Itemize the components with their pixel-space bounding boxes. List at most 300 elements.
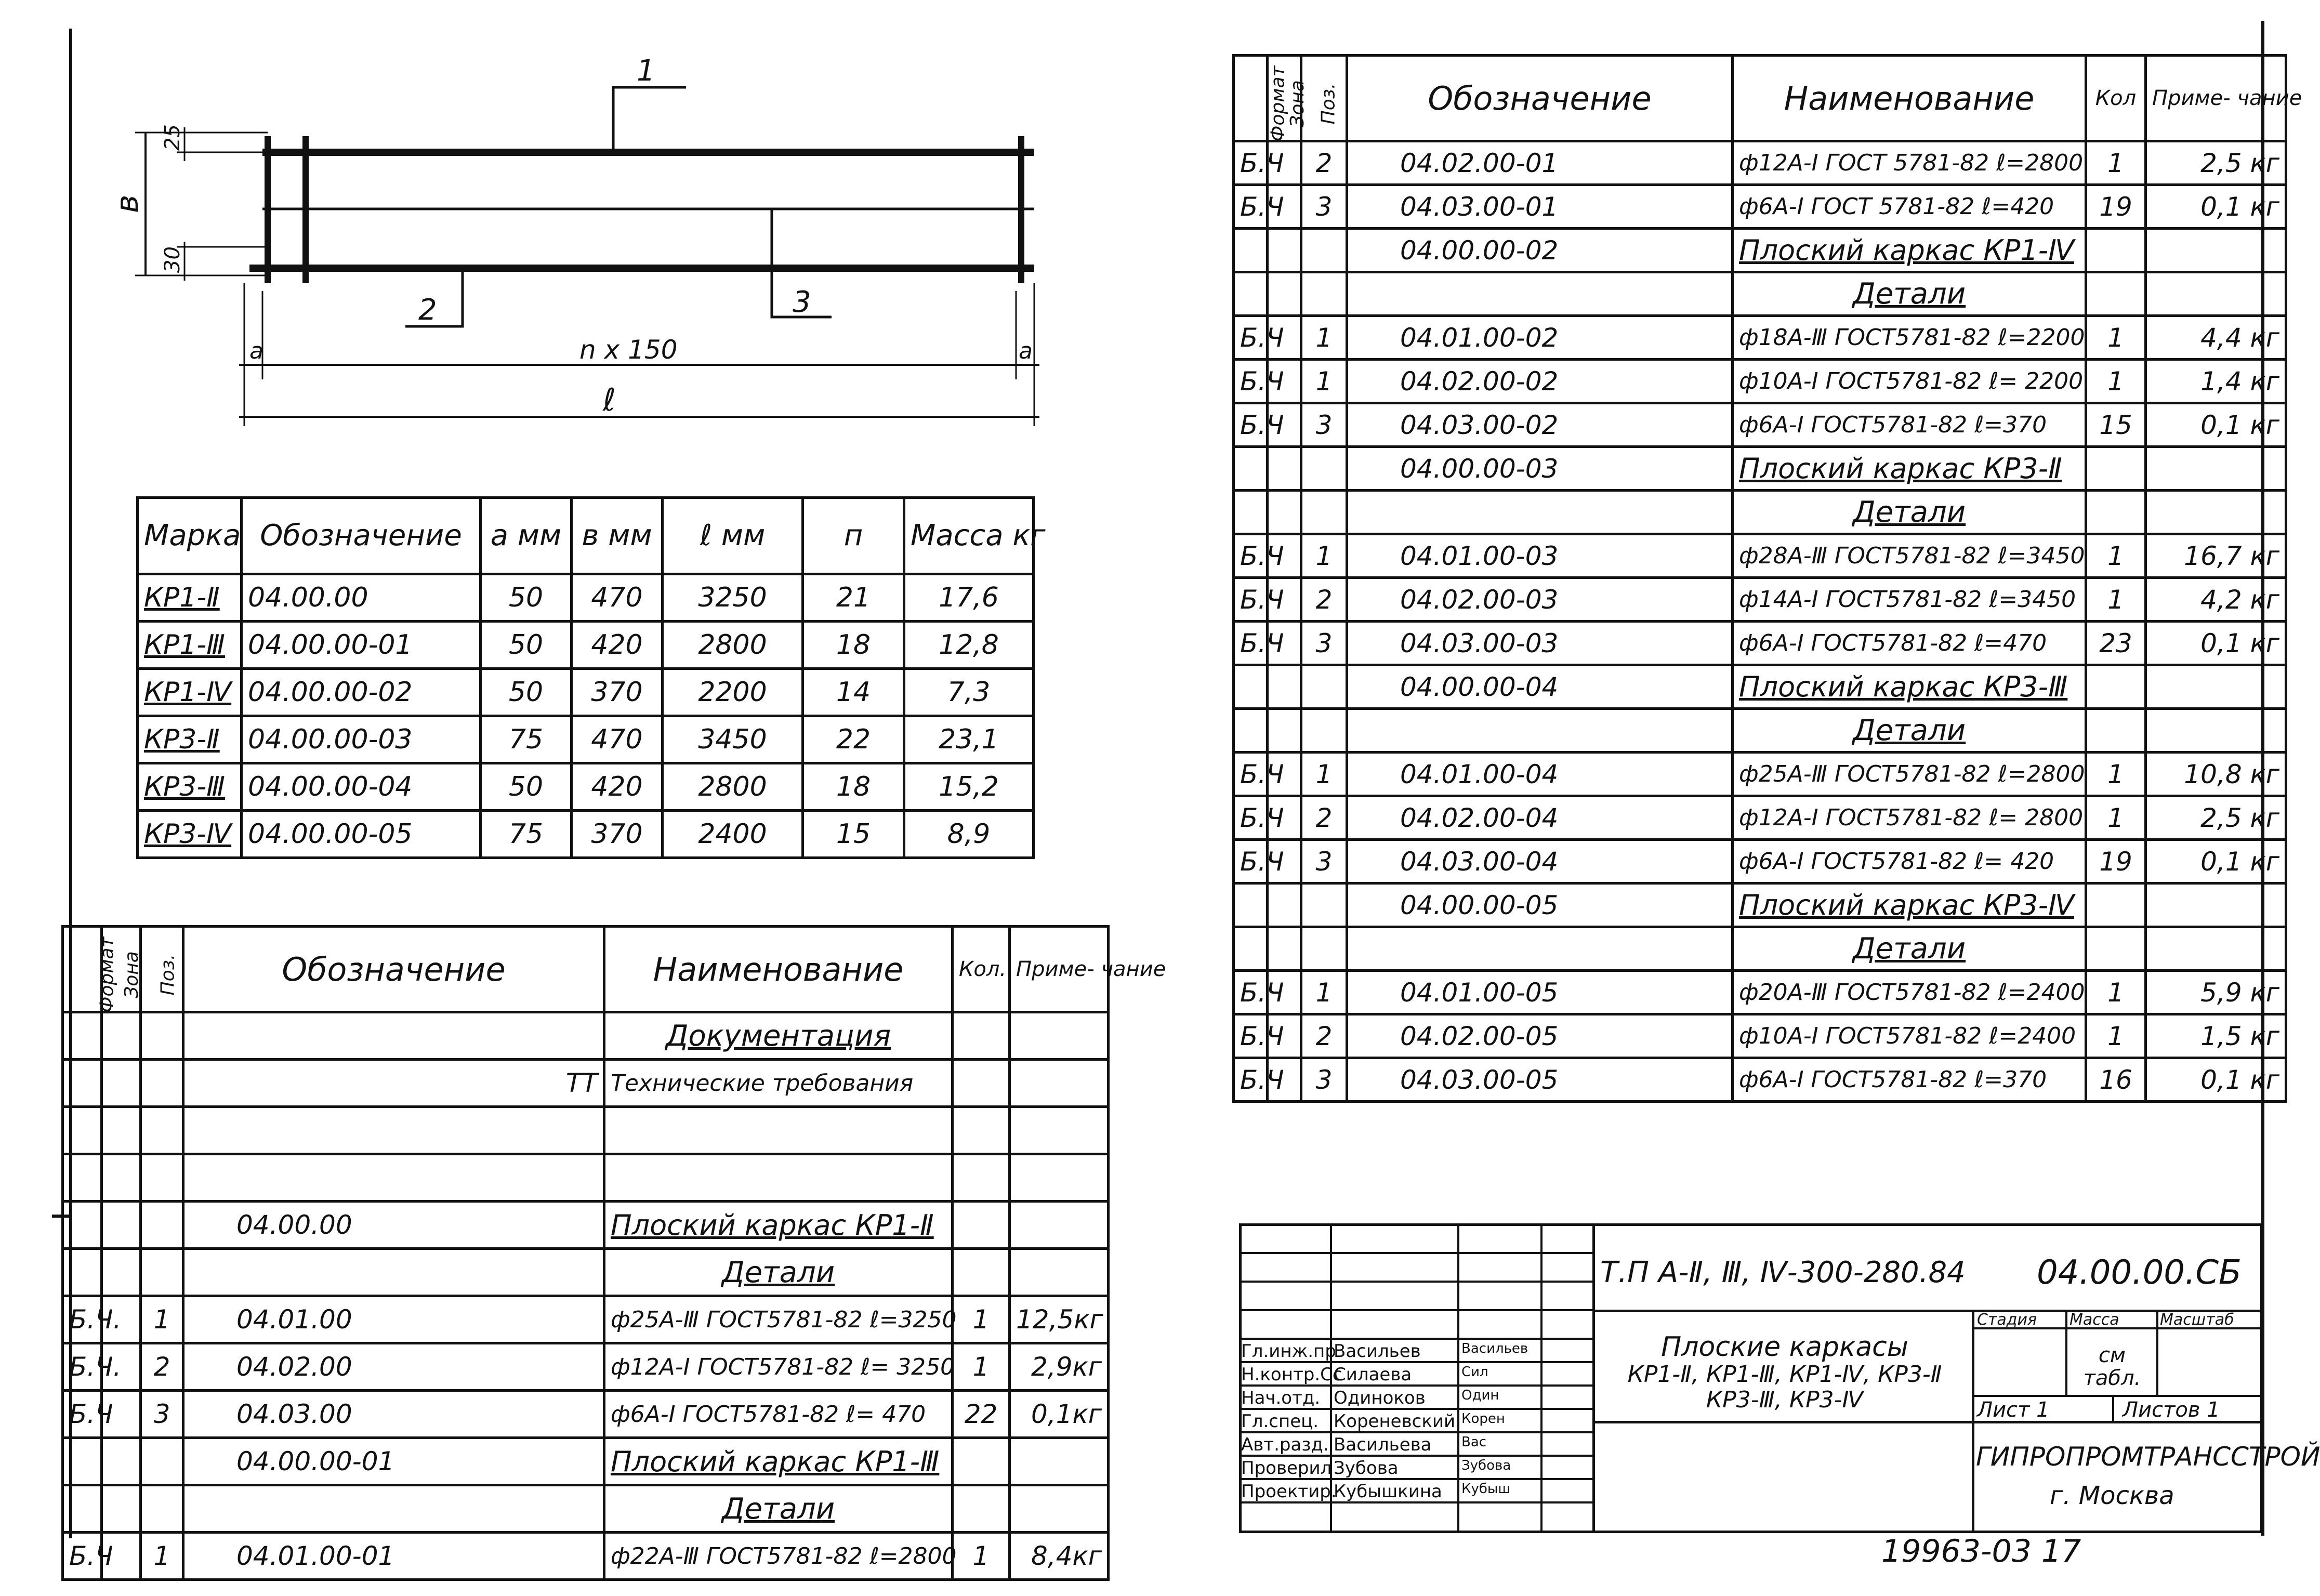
spec-left-col-format: Формат bbox=[63, 927, 102, 1012]
note-cell bbox=[2146, 883, 2286, 927]
signer-name: Васильев bbox=[1334, 1341, 1421, 1362]
spec-row bbox=[63, 1296, 1109, 1343]
sheets-count: Листов 1 bbox=[2123, 1398, 2220, 1422]
spec-row bbox=[1234, 753, 2286, 796]
note-cell bbox=[2146, 491, 2286, 534]
zone-cell bbox=[102, 1012, 141, 1060]
format-cell: Б.Ч bbox=[1234, 578, 1268, 622]
spec-row bbox=[1234, 534, 2286, 578]
signer-role: Нач.отд. bbox=[1241, 1388, 1321, 1408]
designation-cell bbox=[1347, 709, 1733, 753]
pos-cell: 1 bbox=[141, 1533, 183, 1580]
designation-cell bbox=[183, 1249, 604, 1296]
qty-cell: 1 bbox=[2086, 753, 2146, 796]
signer-role: Проектир. bbox=[1241, 1481, 1337, 1502]
signer-name: Одиноков bbox=[1334, 1388, 1426, 1408]
note-cell: 8,4кг bbox=[1010, 1533, 1109, 1580]
spec-row bbox=[63, 1202, 1109, 1249]
note-cell bbox=[1010, 1154, 1109, 1202]
spec-left-col-designation: Обозначение bbox=[183, 927, 604, 1012]
spec-row bbox=[1234, 141, 2286, 185]
name-cell: ф10А-Ⅰ ГОСТ5781-82 ℓ= 2200 bbox=[1733, 360, 2086, 403]
signer-row bbox=[1239, 1481, 1540, 1501]
pos-cell bbox=[1301, 883, 1347, 927]
signer-role: Гл.инж.пр bbox=[1241, 1341, 1336, 1362]
pos-cell bbox=[141, 1249, 183, 1296]
qty-cell bbox=[953, 1485, 1010, 1533]
format-cell bbox=[1234, 883, 1268, 927]
pos-cell: 3 bbox=[1301, 840, 1347, 883]
designation-cell bbox=[183, 1107, 604, 1154]
zone-cell bbox=[102, 1485, 141, 1533]
a-cell: 50 bbox=[481, 622, 572, 669]
designation-cell: 04.00.00-01 bbox=[183, 1438, 604, 1485]
marks-table-header bbox=[138, 498, 1034, 574]
signer-signature: Кубыш bbox=[1461, 1481, 1511, 1497]
table-row bbox=[138, 716, 1034, 763]
note-cell bbox=[1010, 1249, 1109, 1296]
note-cell: 4,4 кг bbox=[2146, 316, 2286, 360]
mark-cell: КР3-Ⅱ bbox=[138, 716, 242, 763]
note-cell: 0,1 кг bbox=[2146, 622, 2286, 665]
spec-row bbox=[63, 1533, 1109, 1580]
format-cell: Б.Ч bbox=[63, 1391, 102, 1438]
spec-right-header bbox=[1234, 56, 2286, 141]
designation-cell: 04.01.00-05 bbox=[1347, 971, 1733, 1014]
spec-row bbox=[1234, 272, 2286, 316]
format-cell bbox=[63, 1249, 102, 1296]
marks-table bbox=[136, 496, 1046, 859]
table-row bbox=[138, 622, 1034, 669]
signer-row bbox=[1239, 1341, 1540, 1361]
designation-cell: 04.00.00 bbox=[242, 574, 481, 622]
l-cell: 2200 bbox=[663, 669, 803, 716]
zone-cell bbox=[102, 1107, 141, 1154]
note-cell bbox=[1010, 1438, 1109, 1485]
signer-row bbox=[1239, 1411, 1540, 1431]
spec-left-col-pos: Поз. bbox=[141, 927, 183, 1012]
signer-role: Авт.разд. bbox=[1241, 1434, 1329, 1455]
name-cell: Детали bbox=[604, 1249, 953, 1296]
name-cell: Детали bbox=[1733, 709, 2086, 753]
designation-cell: 04.01.00 bbox=[183, 1296, 604, 1343]
zone-cell bbox=[1268, 665, 1301, 709]
spec-table-left bbox=[61, 925, 1166, 1581]
qty-cell: 22 bbox=[953, 1391, 1010, 1438]
b-cell: 370 bbox=[572, 669, 663, 716]
pos-cell: 1 bbox=[1301, 316, 1347, 360]
spec-right-col-format: Формат bbox=[1234, 56, 1268, 141]
n-cell: 18 bbox=[803, 622, 904, 669]
mass-cell: 23,1 bbox=[904, 716, 1034, 763]
qty-cell bbox=[2086, 665, 2146, 709]
signer-role: Н.контр.Сс bbox=[1241, 1364, 1342, 1385]
sheet-number: Лист 1 bbox=[1977, 1398, 2050, 1422]
designation-cell: 04.02.00-02 bbox=[1347, 360, 1733, 403]
format-cell bbox=[1234, 272, 1268, 316]
qty-cell: 1 bbox=[2086, 578, 2146, 622]
spec-left-col-note: Приме- чание bbox=[1010, 927, 1109, 1012]
note-cell: 12,5кг bbox=[1010, 1296, 1109, 1343]
name-cell: ф6А-Ⅰ ГОСТ5781-82 ℓ= 420 bbox=[1733, 840, 2086, 883]
name-cell: ф10А-Ⅰ ГОСТ5781-82 ℓ=2400 bbox=[1733, 1014, 2086, 1058]
name-cell: Детали bbox=[1733, 927, 2086, 971]
drawing-title-line-3: КР3-Ⅲ, КР3-Ⅳ bbox=[1706, 1386, 1864, 1413]
qty-cell: 1 bbox=[2086, 141, 2146, 185]
pos-cell bbox=[141, 1202, 183, 1249]
pos-cell bbox=[141, 1107, 183, 1154]
signer-row bbox=[1239, 1458, 1540, 1478]
format-cell bbox=[1234, 665, 1268, 709]
name-cell: ф25А-Ⅲ ГОСТ5781-82 ℓ=3250 bbox=[604, 1296, 953, 1343]
pos-cell bbox=[141, 1485, 183, 1533]
pos-cell: 2 bbox=[1301, 1014, 1347, 1058]
designation-cell bbox=[183, 1012, 604, 1060]
qty-cell bbox=[2086, 883, 2146, 927]
designation-cell bbox=[183, 1154, 604, 1202]
spec-row bbox=[1234, 185, 2286, 229]
note-cell: 1,4 кг bbox=[2146, 360, 2286, 403]
designation-cell: 04.00.00-03 bbox=[242, 716, 481, 763]
format-cell: Б.Ч bbox=[1234, 316, 1268, 360]
qty-cell: 19 bbox=[2086, 840, 2146, 883]
callout-1: 1 bbox=[637, 54, 655, 88]
designation-cell: 04.02.00-01 bbox=[1347, 141, 1733, 185]
designation-cell: 04.00.00-04 bbox=[242, 763, 481, 811]
zone-cell bbox=[1268, 883, 1301, 927]
designation-cell: 04.03.00 bbox=[183, 1391, 604, 1438]
spec-row bbox=[1234, 403, 2286, 447]
note-cell bbox=[2146, 927, 2286, 971]
mark-cell: КР3-Ⅳ bbox=[138, 811, 242, 858]
designation-cell: 04.00.00-05 bbox=[1347, 883, 1733, 927]
a-cell: 75 bbox=[481, 716, 572, 763]
mark-cell: КР1-Ⅲ bbox=[138, 622, 242, 669]
name-cell: ф6А-Ⅰ ГОСТ 5781-82 ℓ=420 bbox=[1733, 185, 2086, 229]
name-cell: Детали bbox=[1733, 272, 2086, 316]
a-cell: 50 bbox=[481, 574, 572, 622]
l-cell: 2800 bbox=[663, 622, 803, 669]
name-cell: ф28А-Ⅲ ГОСТ5781-82 ℓ=3450 bbox=[1733, 534, 2086, 578]
format-cell: Б.Ч. bbox=[63, 1343, 102, 1391]
spec-right-col-qty: Кол bbox=[2086, 56, 2146, 141]
designation-cell: 04.00.00-03 bbox=[1347, 447, 1733, 491]
pos-cell bbox=[1301, 272, 1347, 316]
signer-signature: Вас bbox=[1461, 1434, 1487, 1450]
organization-city: г. Москва bbox=[2050, 1481, 2174, 1510]
format-cell bbox=[1234, 229, 1268, 272]
name-cell: ф20А-Ⅲ ГОСТ5781-82 ℓ=2400 bbox=[1733, 971, 2086, 1014]
format-cell bbox=[63, 1438, 102, 1485]
mark-cell: КР1-Ⅱ bbox=[138, 574, 242, 622]
note-cell: 0,1кг bbox=[1010, 1391, 1109, 1438]
zone-cell bbox=[102, 1249, 141, 1296]
pos-cell: 3 bbox=[1301, 403, 1347, 447]
title-block bbox=[1239, 1223, 2320, 1533]
note-cell bbox=[2146, 272, 2286, 316]
designation-cell: 04.01.00-02 bbox=[1347, 316, 1733, 360]
organization-name: ГИПРОПРОМТРАНССТРОЙ bbox=[1976, 1442, 2320, 1472]
designation-cell: 04.03.00-01 bbox=[1347, 185, 1733, 229]
designation-cell: 04.00.00 bbox=[183, 1202, 604, 1249]
format-cell: Б.Ч bbox=[1234, 1058, 1268, 1102]
stage-label: Стадия bbox=[1977, 1311, 2037, 1329]
n-cell: 22 bbox=[803, 716, 904, 763]
mass-cell: 17,6 bbox=[904, 574, 1034, 622]
qty-cell bbox=[953, 1012, 1010, 1060]
spec-row bbox=[1234, 622, 2286, 665]
qty-cell bbox=[953, 1107, 1010, 1154]
format-cell: Б.Ч bbox=[1234, 403, 1268, 447]
signer-signature: Один bbox=[1461, 1388, 1499, 1403]
name-cell: ф22А-Ⅲ ГОСТ5781-82 ℓ=2800 bbox=[604, 1533, 953, 1580]
spec-row bbox=[1234, 578, 2286, 622]
format-cell bbox=[63, 1485, 102, 1533]
spec-row bbox=[1234, 1058, 2286, 1102]
mass-value: см табл. bbox=[2083, 1343, 2141, 1390]
name-cell: ф6А-Ⅰ ГОСТ5781-82 ℓ= 470 bbox=[604, 1391, 953, 1438]
designation-cell: 04.00.00-04 bbox=[1347, 665, 1733, 709]
note-cell bbox=[2146, 447, 2286, 491]
table-row bbox=[138, 811, 1034, 858]
format-cell bbox=[63, 1012, 102, 1060]
spec-row bbox=[1234, 927, 2286, 971]
designation-cell: 04.02.00-05 bbox=[1347, 1014, 1733, 1058]
signer-row bbox=[1239, 1434, 1540, 1455]
format-cell: Б.Ч bbox=[1234, 753, 1268, 796]
format-cell: Б.Ч bbox=[1234, 141, 1268, 185]
name-cell: Плоский каркас КР3-Ⅱ bbox=[1733, 447, 2086, 491]
b-cell: 470 bbox=[572, 716, 663, 763]
l-cell: 3250 bbox=[663, 574, 803, 622]
dim-b-label: в bbox=[109, 194, 146, 213]
qty-cell: 16 bbox=[2086, 1058, 2146, 1102]
qty-cell bbox=[953, 1154, 1010, 1202]
note-cell: 5,9 кг bbox=[2146, 971, 2286, 1014]
name-cell bbox=[604, 1107, 953, 1154]
signer-name: Васильева bbox=[1334, 1434, 1432, 1455]
qty-cell bbox=[2086, 272, 2146, 316]
qty-cell bbox=[2086, 229, 2146, 272]
mass-cell: 7,3 bbox=[904, 669, 1034, 716]
qty-cell bbox=[2086, 491, 2146, 534]
spec-left-col-name: Наименование bbox=[604, 927, 953, 1012]
b-cell: 370 bbox=[572, 811, 663, 858]
mass-cell: 15,2 bbox=[904, 763, 1034, 811]
signer-row bbox=[1239, 1388, 1540, 1408]
spec-row bbox=[63, 1249, 1109, 1296]
qty-cell bbox=[2086, 447, 2146, 491]
designation-cell: 04.01.00-01 bbox=[183, 1533, 604, 1580]
signer-signature: Зубова bbox=[1461, 1458, 1511, 1473]
spec-row bbox=[1234, 883, 2286, 927]
note-cell: 0,1 кг bbox=[2146, 1058, 2286, 1102]
spec-right-col-name: Наименование bbox=[1733, 56, 2086, 141]
document-code: 04.00.00.СБ bbox=[2037, 1254, 2242, 1292]
marks-col-n: п bbox=[803, 498, 904, 574]
name-cell: Плоский каркас КР3-Ⅲ bbox=[1733, 665, 2086, 709]
mass-label: Масса bbox=[2069, 1311, 2119, 1329]
qty-cell bbox=[953, 1060, 1010, 1107]
format-cell: Б.Ч bbox=[1234, 840, 1268, 883]
pos-cell bbox=[141, 1154, 183, 1202]
dim-a-left-label: a bbox=[249, 338, 263, 364]
note-cell: 4,2 кг bbox=[2146, 578, 2286, 622]
marks-col-l: ℓ мм bbox=[663, 498, 803, 574]
signer-role: Гл.спец. bbox=[1241, 1411, 1319, 1432]
qty-cell: 1 bbox=[2086, 971, 2146, 1014]
spec-row bbox=[1234, 796, 2286, 840]
name-cell: Детали bbox=[604, 1485, 953, 1533]
pos-cell bbox=[1301, 491, 1347, 534]
note-cell bbox=[2146, 709, 2286, 753]
marks-col-a: a мм bbox=[481, 498, 572, 574]
marks-col-mass: Масса кг bbox=[904, 498, 1034, 574]
pos-cell bbox=[141, 1060, 183, 1107]
dim-a-right-label: a bbox=[1019, 338, 1033, 364]
spec-row bbox=[63, 1343, 1109, 1391]
pos-cell bbox=[1301, 447, 1347, 491]
spec-row bbox=[1234, 1014, 2286, 1058]
name-cell: ф12А-Ⅰ ГОСТ5781-82 ℓ= 2800 bbox=[1733, 796, 2086, 840]
note-cell bbox=[1010, 1012, 1109, 1060]
mass-cell: 8,9 bbox=[904, 811, 1034, 858]
qty-cell: 23 bbox=[2086, 622, 2146, 665]
name-cell: Плоский каркас КР1-Ⅲ bbox=[604, 1438, 953, 1485]
pos-cell: 3 bbox=[141, 1391, 183, 1438]
table-row bbox=[138, 669, 1034, 716]
name-cell: ф6А-Ⅰ ГОСТ5781-82 ℓ=370 bbox=[1733, 403, 2086, 447]
dim-l-label: ℓ bbox=[603, 382, 616, 418]
drawing-title-line-1: Плоские каркасы bbox=[1661, 1331, 1908, 1363]
qty-cell: 15 bbox=[2086, 403, 2146, 447]
spec-left-col-qty: Кол. bbox=[953, 927, 1010, 1012]
name-cell bbox=[604, 1154, 953, 1202]
name-cell: ф6А-Ⅰ ГОСТ5781-82 ℓ=370 bbox=[1733, 1058, 2086, 1102]
format-cell bbox=[63, 1107, 102, 1154]
spec-row bbox=[1234, 665, 2286, 709]
note-cell bbox=[1010, 1202, 1109, 1249]
pos-cell bbox=[1301, 927, 1347, 971]
pos-cell bbox=[1301, 709, 1347, 753]
format-cell bbox=[1234, 491, 1268, 534]
spec-right-col-pos: Поз. bbox=[1301, 56, 1347, 141]
n-cell: 14 bbox=[803, 669, 904, 716]
signer-signature: Корен bbox=[1461, 1411, 1505, 1427]
note-cell: 10,8 кг bbox=[2146, 753, 2286, 796]
format-cell: Б.Ч bbox=[1234, 534, 1268, 578]
designation-cell: 04.03.00-03 bbox=[1347, 622, 1733, 665]
name-cell: Технические требования bbox=[604, 1060, 953, 1107]
zone-cell bbox=[102, 1060, 141, 1107]
qty-cell bbox=[953, 1438, 1010, 1485]
spec-table-right bbox=[1232, 54, 2302, 1103]
pos-cell: 2 bbox=[1301, 578, 1347, 622]
name-cell: ф6А-Ⅰ ГОСТ5781-82 ℓ=470 bbox=[1733, 622, 2086, 665]
note-cell: 2,5 кг bbox=[2146, 141, 2286, 185]
qty-cell: 1 bbox=[2086, 534, 2146, 578]
b-cell: 420 bbox=[572, 622, 663, 669]
marks-col-designation: Обозначение bbox=[242, 498, 481, 574]
scale-label: Масштаб bbox=[2160, 1311, 2234, 1329]
b-cell: 470 bbox=[572, 574, 663, 622]
signer-name: Зубова bbox=[1334, 1458, 1399, 1479]
zone-cell bbox=[1268, 272, 1301, 316]
spec-row bbox=[63, 1154, 1109, 1202]
qty-cell: 1 bbox=[2086, 316, 2146, 360]
name-cell: ф12А-Ⅰ ГОСТ5781-82 ℓ= 3250 bbox=[604, 1343, 953, 1391]
designation-cell bbox=[1347, 491, 1733, 534]
format-cell: Б.Ч bbox=[1234, 622, 1268, 665]
table-row bbox=[138, 763, 1034, 811]
format-cell: Б.Ч bbox=[1234, 1014, 1268, 1058]
name-cell: ф18А-Ⅲ ГОСТ5781-82 ℓ=2200 bbox=[1733, 316, 2086, 360]
designation-cell: ТТ bbox=[183, 1060, 604, 1107]
pos-cell bbox=[141, 1012, 183, 1060]
a-cell: 75 bbox=[481, 811, 572, 858]
format-cell: Б.Ч. bbox=[63, 1296, 102, 1343]
l-cell: 2400 bbox=[663, 811, 803, 858]
spec-row bbox=[1234, 709, 2286, 753]
dim-30-label: 30 bbox=[161, 246, 184, 273]
pos-cell: 3 bbox=[1301, 622, 1347, 665]
spec-left-col-zone: Зона bbox=[102, 927, 141, 1012]
qty-cell bbox=[953, 1202, 1010, 1249]
name-cell: ф14А-Ⅰ ГОСТ5781-82 ℓ=3450 bbox=[1733, 578, 2086, 622]
note-cell bbox=[2146, 665, 2286, 709]
pos-cell: 1 bbox=[1301, 534, 1347, 578]
n-cell: 15 bbox=[803, 811, 904, 858]
name-cell: Плоский каркас КР1-Ⅳ bbox=[1733, 229, 2086, 272]
spec-row bbox=[1234, 491, 2286, 534]
spec-row bbox=[63, 1060, 1109, 1107]
n-cell: 21 bbox=[803, 574, 904, 622]
frame-drawing bbox=[109, 54, 1039, 426]
qty-cell: 1 bbox=[2086, 360, 2146, 403]
pos-cell: 3 bbox=[1301, 185, 1347, 229]
drawing-title bbox=[1598, 1333, 1972, 1413]
signer-name: Кореневский bbox=[1334, 1411, 1456, 1432]
zone-cell bbox=[1268, 491, 1301, 534]
signer-role: Проверил bbox=[1241, 1458, 1332, 1479]
spec-left-header bbox=[63, 927, 1109, 1012]
name-cell: Документация bbox=[604, 1012, 953, 1060]
marks-col-mark: Марка bbox=[138, 498, 242, 574]
format-cell: Б.Ч bbox=[1234, 185, 1268, 229]
qty-cell: 1 bbox=[953, 1343, 1010, 1391]
designation-cell bbox=[1347, 927, 1733, 971]
note-cell bbox=[1010, 1060, 1109, 1107]
spec-row bbox=[1234, 840, 2286, 883]
note-cell bbox=[2146, 229, 2286, 272]
pos-cell: 1 bbox=[141, 1296, 183, 1343]
zone-cell bbox=[102, 1202, 141, 1249]
format-cell: Б.Ч bbox=[1234, 796, 1268, 840]
name-cell: Детали bbox=[1733, 491, 2086, 534]
callout-2: 2 bbox=[418, 293, 437, 327]
signer-name: Кубышкина bbox=[1334, 1481, 1442, 1502]
marks-col-b: в мм bbox=[572, 498, 663, 574]
qty-cell: 1 bbox=[953, 1296, 1010, 1343]
note-cell: 1,5 кг bbox=[2146, 1014, 2286, 1058]
spec-row bbox=[63, 1438, 1109, 1485]
designation-cell: 04.03.00-05 bbox=[1347, 1058, 1733, 1102]
sheet-footer-number: 19963-03 17 bbox=[1881, 1533, 2081, 1569]
note-cell: 0,1 кг bbox=[2146, 185, 2286, 229]
designation-cell: 04.02.00 bbox=[183, 1343, 604, 1391]
format-cell: Б.Ч bbox=[1234, 971, 1268, 1014]
note-cell bbox=[1010, 1485, 1109, 1533]
